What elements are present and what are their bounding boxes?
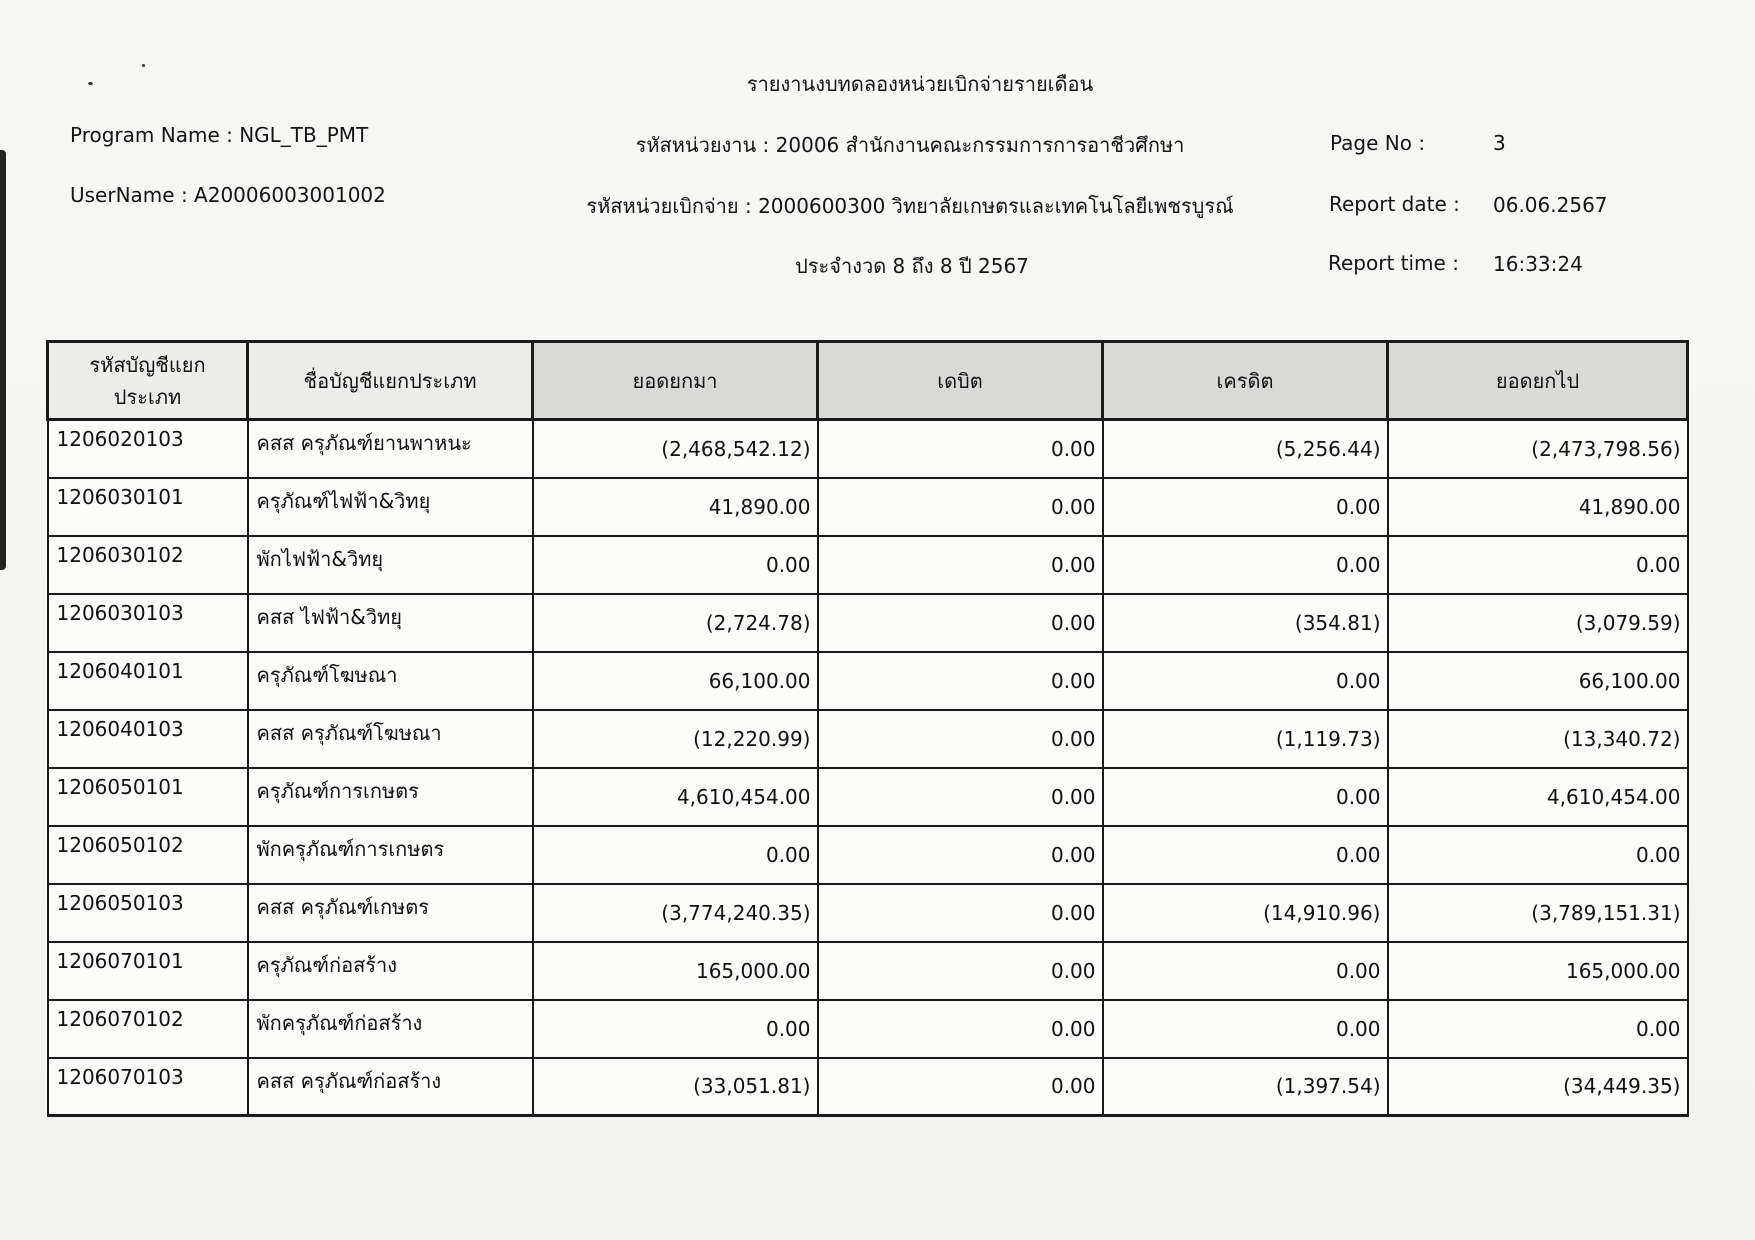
credit-cell: 0.00 [1103, 1000, 1388, 1058]
carried-forward-cell: 0.00 [1388, 536, 1688, 594]
credit-cell: 0.00 [1103, 478, 1388, 536]
debit-cell: 0.00 [818, 420, 1103, 478]
table-row [48, 652, 1688, 710]
account-code-cell: 1206050102 [48, 826, 248, 884]
brought-forward-cell: 0.00 [533, 826, 818, 884]
table-row [48, 478, 1688, 536]
page-no-value: 3 [1493, 131, 1506, 155]
debit-cell: 0.00 [818, 884, 1103, 942]
credit-cell: 0.00 [1103, 536, 1388, 594]
carried-forward-cell: 66,100.00 [1388, 652, 1688, 710]
brought-forward-cell: 165,000.00 [533, 942, 818, 1000]
brought-forward-cell: 41,890.00 [533, 478, 818, 536]
scan-speck [88, 82, 93, 85]
table-row [48, 710, 1688, 768]
credit-cell: (354.81) [1103, 594, 1388, 652]
page-no-label: Page No : [1330, 131, 1426, 155]
brought-forward-cell: (3,774,240.35) [533, 884, 818, 942]
account-name-cell: คสส ครุภัณฑ์ก่อสร้าง [248, 1058, 533, 1116]
debit-cell: 0.00 [818, 594, 1103, 652]
account-code-cell: 1206030103 [48, 594, 248, 652]
report-time-label: Report time : [1328, 251, 1459, 275]
account-name-cell: พักครุภัณฑ์การเกษตร [248, 826, 533, 884]
account-code-cell: 1206030101 [48, 478, 248, 536]
debit-cell: 0.00 [818, 652, 1103, 710]
debit-cell: 0.00 [818, 478, 1103, 536]
scan-speck [142, 64, 145, 67]
column-header-carried-forward: ยอดยกไป [1388, 342, 1688, 420]
account-name-cell: คสส ครุภัณฑ์เกษตร [248, 884, 533, 942]
table-row [48, 594, 1688, 652]
account-code-cell: 1206040101 [48, 652, 248, 710]
account-code-cell: 1206030102 [48, 536, 248, 594]
agency-line: รหัสหน่วยงาน : 20006 สำนักงานคณะกรรมการการอาชีวศึกษา [635, 133, 1185, 157]
carried-forward-cell: (3,789,151.31) [1388, 884, 1688, 942]
debit-cell: 0.00 [818, 942, 1103, 1000]
carried-forward-cell: 0.00 [1388, 1000, 1688, 1058]
column-header-debit: เดบิต [818, 342, 1103, 420]
brought-forward-cell: (2,724.78) [533, 594, 818, 652]
table-row [48, 1058, 1688, 1116]
report-date-value: 06.06.2567 [1493, 193, 1608, 217]
account-code-cell: 1206050101 [48, 768, 248, 826]
debit-cell: 0.00 [818, 1058, 1103, 1116]
account-name-cell: ครุภัณฑ์โฆษณา [248, 652, 533, 710]
carried-forward-cell: 41,890.00 [1388, 478, 1688, 536]
credit-cell: (5,256.44) [1103, 420, 1388, 478]
carried-forward-cell: (34,449.35) [1388, 1058, 1688, 1116]
report-time-value: 16:33:24 [1493, 252, 1583, 276]
account-name-cell: คสส ครุภัณฑ์ยานพาหนะ [248, 420, 533, 478]
credit-cell: 0.00 [1103, 826, 1388, 884]
table-row [48, 826, 1688, 884]
debit-cell: 0.00 [818, 826, 1103, 884]
credit-cell: 0.00 [1103, 942, 1388, 1000]
credit-cell: 0.00 [1103, 768, 1388, 826]
account-name-cell: พักครุภัณฑ์ก่อสร้าง [248, 1000, 533, 1058]
account-code-cell: 1206050103 [48, 884, 248, 942]
credit-cell: (14,910.96) [1103, 884, 1388, 942]
disbursement-unit-line: รหัสหน่วยเบิกจ่าย : 2000600300 วิทยาลัยเกษตรและเทคโนโลยีเพชรบูรณ์ [586, 194, 1234, 218]
table-row [48, 1000, 1688, 1058]
account-name-cell: ครุภัณฑ์ก่อสร้าง [248, 942, 533, 1000]
brought-forward-cell: 0.00 [533, 536, 818, 594]
account-code-cell: 1206070101 [48, 942, 248, 1000]
brought-forward-cell: 66,100.00 [533, 652, 818, 710]
debit-cell: 0.00 [818, 536, 1103, 594]
table-header-row [48, 342, 1688, 420]
carried-forward-cell: 4,610,454.00 [1388, 768, 1688, 826]
program-name: Program Name : NGL_TB_PMT [70, 123, 369, 147]
account-name-cell: คสส ครุภัณฑ์โฆษณา [248, 710, 533, 768]
carried-forward-cell: (2,473,798.56) [1388, 420, 1688, 478]
brought-forward-cell: 0.00 [533, 1000, 818, 1058]
table-row [48, 768, 1688, 826]
account-name-cell: คสส ไฟฟ้า&วิทยุ [248, 594, 533, 652]
scan-edge-shadow [0, 150, 6, 570]
report-date-label: Report date : [1329, 192, 1460, 216]
user-name: UserName : A20006003001002 [70, 183, 386, 207]
table-row [48, 942, 1688, 1000]
column-header-credit: เครดิต [1103, 342, 1388, 420]
column-header-account-name: ชื่อบัญชีแยกประเภท [248, 342, 533, 420]
debit-cell: 0.00 [818, 768, 1103, 826]
table-row [48, 884, 1688, 942]
column-header-brought-forward: ยอดยกมา [533, 342, 818, 420]
debit-cell: 0.00 [818, 710, 1103, 768]
carried-forward-cell: 165,000.00 [1388, 942, 1688, 1000]
account-name-cell: ครุภัณฑ์การเกษตร [248, 768, 533, 826]
report-title: รายงานงบทดลองหน่วยเบิกจ่ายรายเดือน [746, 72, 1094, 96]
credit-cell: (1,119.73) [1103, 710, 1388, 768]
account-code-cell: 1206070103 [48, 1058, 248, 1116]
account-code-cell: 1206040103 [48, 710, 248, 768]
brought-forward-cell: (12,220.99) [533, 710, 818, 768]
credit-cell: (1,397.54) [1103, 1058, 1388, 1116]
column-header-account-code: รหัสบัญชีแยกประเภท [48, 342, 248, 420]
credit-cell: 0.00 [1103, 652, 1388, 710]
carried-forward-cell: (3,079.59) [1388, 594, 1688, 652]
brought-forward-cell: 4,610,454.00 [533, 768, 818, 826]
brought-forward-cell: (33,051.81) [533, 1058, 818, 1116]
brought-forward-cell: (2,468,542.12) [533, 420, 818, 478]
account-name-cell: ครุภัณฑ์ไฟฟ้า&วิทยุ [248, 478, 533, 536]
table-row [48, 420, 1688, 478]
account-code-cell: 1206070102 [48, 1000, 248, 1058]
trial-balance-table [46, 340, 1689, 1117]
debit-cell: 0.00 [818, 1000, 1103, 1058]
account-name-cell: พักไฟฟ้า&วิทยุ [248, 536, 533, 594]
carried-forward-cell: (13,340.72) [1388, 710, 1688, 768]
table-row [48, 536, 1688, 594]
period-line: ประจำงวด 8 ถึง 8 ปี 2567 [795, 254, 1029, 278]
carried-forward-cell: 0.00 [1388, 826, 1688, 884]
account-code-cell: 1206020103 [48, 420, 248, 478]
